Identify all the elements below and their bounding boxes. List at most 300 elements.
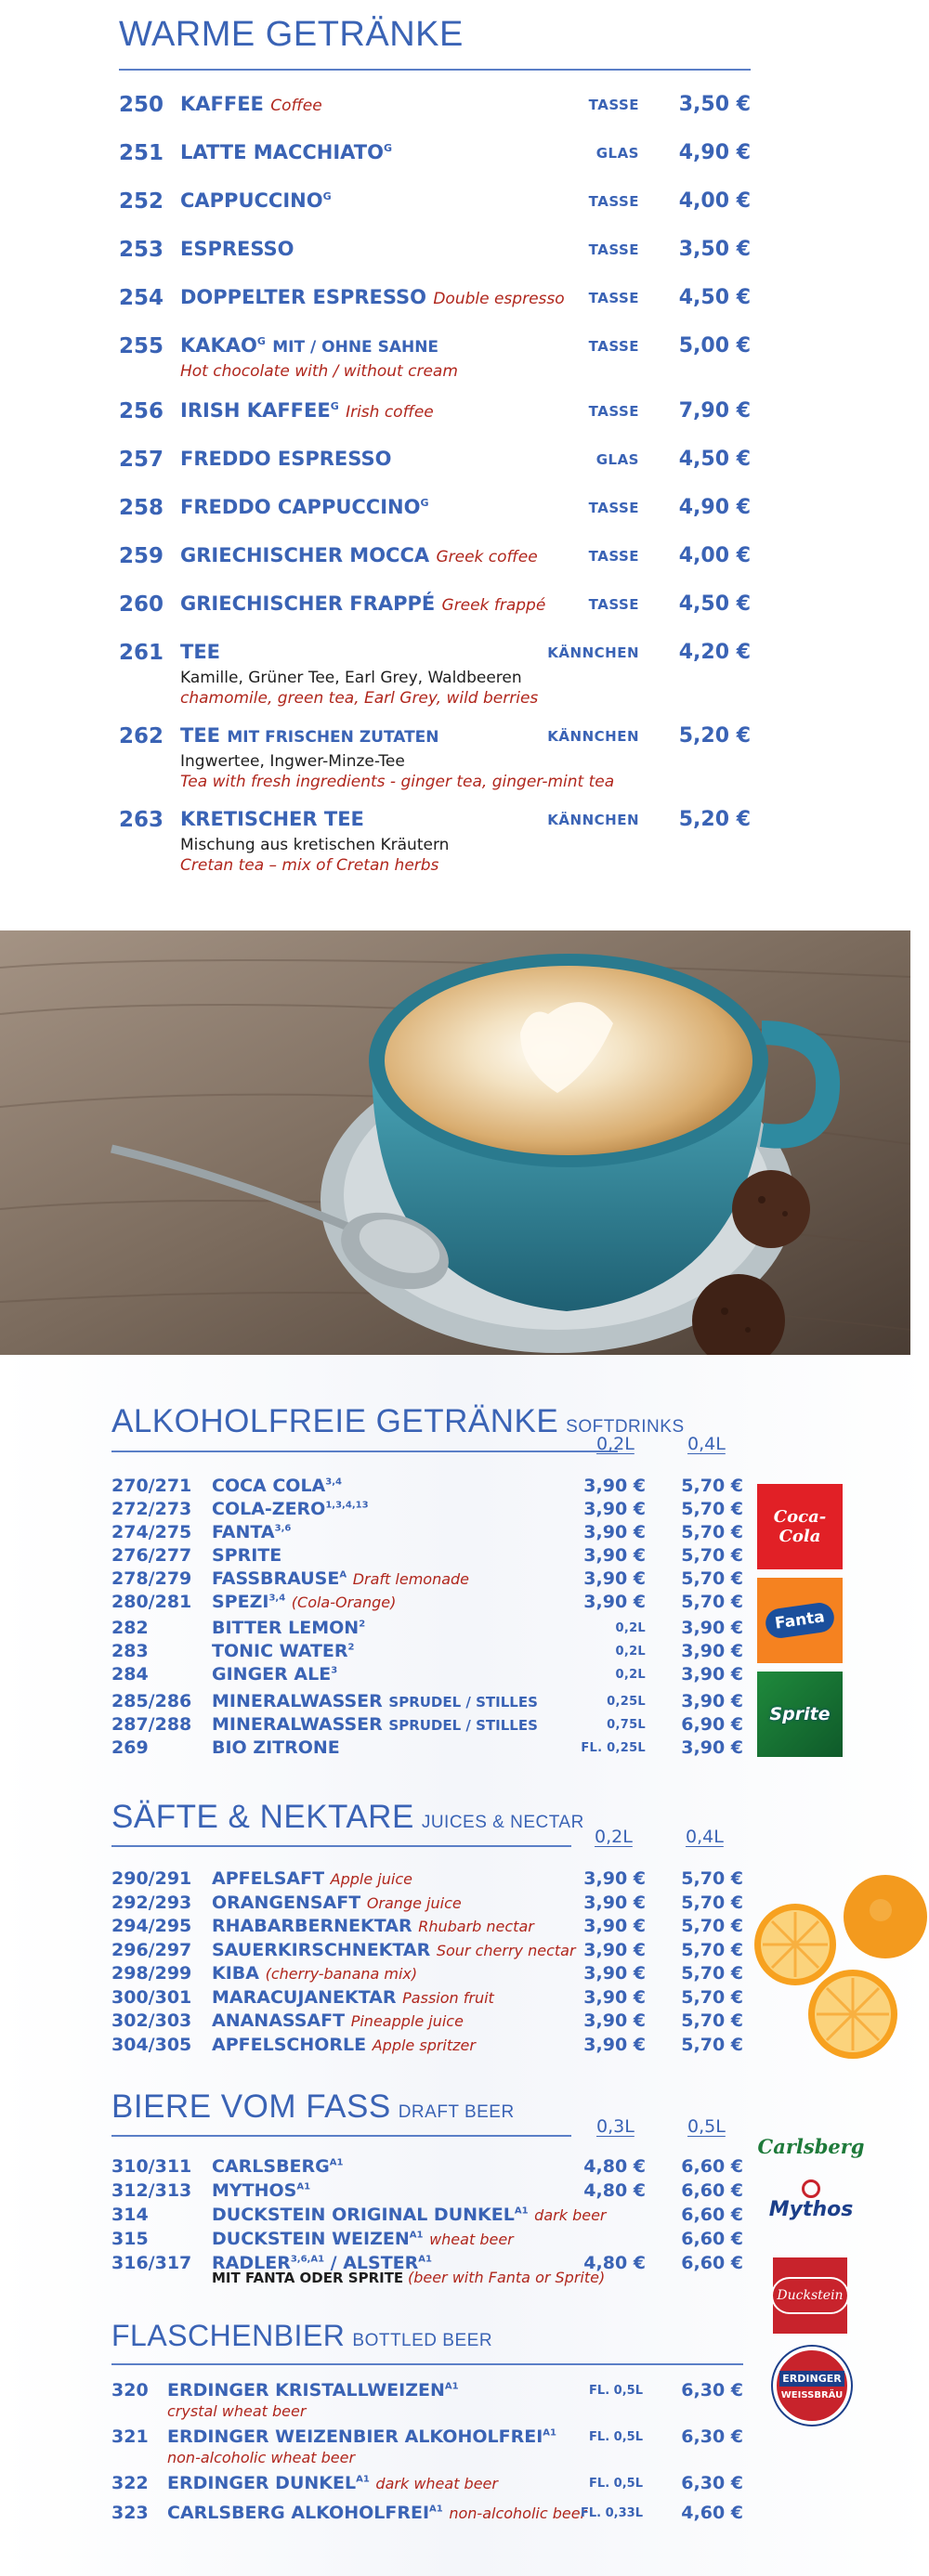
item-number: 250 [119, 93, 164, 117]
item-volume: 0,2L [615, 1621, 646, 1635]
item-name [180, 724, 439, 747]
item-name [212, 1714, 538, 1735]
cookie-shape [732, 1170, 810, 1248]
item-number: 290/291 [111, 1868, 192, 1889]
bottled-beer-title [111, 2319, 492, 2353]
item-number: 256 [119, 399, 164, 423]
item-name [180, 286, 565, 308]
juices-col2: 0,4L [686, 1827, 724, 1847]
item-name-english: Double espresso [433, 290, 565, 308]
allergen-sup: A [339, 1569, 347, 1581]
item-number: 323 [111, 2503, 149, 2523]
item-price-small: 3,90 € [583, 1545, 646, 1566]
item-number: 255 [119, 334, 164, 358]
menu-item [111, 1940, 743, 1964]
item-price-large: 3,90 € [681, 1641, 743, 1661]
item-unit: TASSE [588, 97, 639, 113]
item-name-text: CARLSBERG [212, 2156, 330, 2177]
item-name-english: non-alcoholic beer [449, 2504, 587, 2522]
item-name-text: RADLER [212, 2253, 291, 2273]
item-name-text: COLA-ZERO [212, 1499, 326, 1519]
item-unit: KÄNNCHEN [547, 728, 639, 745]
item-price: 4,50 € [678, 286, 751, 309]
item-name-english: Greek frappé [441, 596, 546, 615]
item-price-large: 3,90 € [681, 1737, 743, 1758]
item-price-small: 3,90 € [583, 1568, 646, 1589]
item-number: 251 [119, 141, 164, 165]
item-name-text: KAFFEE [180, 93, 264, 115]
radler-note-de: MIT FANTA ODER SPRITE [212, 2270, 404, 2286]
item-name-text: BIO ZITRONE [212, 1737, 340, 1758]
bottled-beer-rule [111, 2363, 743, 2365]
item-price-large: 5,70 € [681, 1545, 743, 1566]
item-name-text-2: / ALSTER [324, 2253, 419, 2273]
item-price-small: 4,80 € [583, 2156, 646, 2177]
item-name-text: ERDINGER WEIZENBIER ALKOHOLFREI [167, 2426, 543, 2447]
allergen-sup: A1 [429, 2504, 443, 2515]
juices-col1: 0,2L [595, 1827, 633, 1847]
item-price: 4,90 € [678, 141, 751, 164]
item-name [212, 2035, 476, 2055]
sprite-logo-text: Sprite [769, 1704, 831, 1724]
allergen-sup: 2 [359, 1619, 366, 1630]
item-name-english: Apple juice [330, 1870, 412, 1888]
draft-beer-subtitle: DRAFT BEER [398, 2102, 515, 2122]
item-name [167, 2426, 556, 2447]
allergen-sup: 3,6,A1 [290, 2254, 325, 2265]
menu-item [111, 1893, 743, 1917]
item-name [212, 1592, 396, 1612]
item-name-english: (Cola-Orange) [291, 1594, 397, 1611]
item-price: 4,00 € [678, 189, 751, 213]
item-name [180, 93, 322, 115]
item-description-de: Ingwertee, Ingwer-Minze-Tee [180, 752, 405, 771]
item-name-text: ORANGENSAFT [212, 1892, 361, 1913]
item-name-english: dark beer [534, 2206, 607, 2224]
item-name [212, 1664, 337, 1685]
item-unit: KÄNNCHEN [547, 644, 639, 661]
item-price-large: 6,60 € [681, 2229, 743, 2249]
item-name-text: SPRITE [212, 1545, 282, 1566]
allergen-sup: G [256, 335, 266, 347]
item-name [212, 1618, 365, 1638]
item-name-text: GRIECHISCHER MOCCA [180, 544, 430, 566]
cappuccino-illustration [0, 930, 910, 1355]
item-name-text: TEE [180, 641, 221, 663]
menu-item [111, 1522, 743, 1546]
item-name-text: SAUERKIRSCHNEKTAR [212, 1939, 431, 1960]
item-number: 258 [119, 496, 164, 520]
item-name-detail: SPRUDEL / STILLES [388, 1694, 538, 1711]
allergen-sup: A1 [514, 2205, 529, 2217]
menu-item [111, 1641, 743, 1665]
item-unit: TASSE [588, 193, 639, 210]
item-name [212, 1641, 355, 1661]
item-description-de: Mischung aus kretischen Kräutern [180, 836, 450, 854]
item-unit: TASSE [588, 290, 639, 306]
orange-illustration [751, 1875, 927, 2061]
item-price-large: 5,70 € [681, 1963, 743, 1984]
item-unit: FL. 0,5L [589, 2384, 643, 2398]
item-number: 253 [119, 238, 164, 262]
item-name [212, 1940, 576, 1960]
item-volume: 0,25L [607, 1695, 646, 1709]
duckstein-logo-text: Duckstein [771, 2277, 848, 2314]
item-name-english: dark wheat beer [375, 2475, 498, 2492]
item-price-small: 3,90 € [583, 1868, 646, 1889]
item-unit: KÄNNCHEN [547, 812, 639, 828]
menu-item [111, 1737, 743, 1762]
item-number: 285/286 [111, 1691, 192, 1711]
item-number: 276/277 [111, 1545, 192, 1566]
erdinger-logo [773, 2347, 851, 2425]
item-volume: 0,2L [615, 1645, 646, 1659]
item-name-text: COCA COLA [212, 1476, 326, 1496]
item-price: 4,90 € [678, 496, 751, 519]
item-price-large: 5,70 € [681, 1476, 743, 1496]
softdrinks-col1: 0,2L [596, 1434, 635, 1454]
item-number: 269 [111, 1737, 149, 1758]
softdrinks-title-text: ALKOHOLFREIE GETRÄNKE [111, 1403, 559, 1439]
item-price: 4,50 € [678, 448, 751, 471]
item-price: 3,50 € [678, 93, 751, 116]
item-name [212, 2010, 464, 2031]
item-name [167, 2473, 498, 2493]
item-name [212, 2205, 606, 2225]
fanta-logo-text: Fanta [764, 1601, 836, 1640]
item-unit: FL. 0,5L [589, 2477, 643, 2491]
item-name-text: RHABARBERNEKTAR [212, 1916, 412, 1936]
item-price-large: 5,70 € [681, 2034, 743, 2055]
item-name-english: Orange juice [366, 1893, 462, 1912]
erdinger-logo-bottom: WEISSBRÄU [780, 2390, 844, 2400]
draft-beer-title-text: BIERE VOM FASS [111, 2088, 391, 2125]
mythos-emblem-icon [802, 2179, 820, 2198]
item-number: 298/299 [111, 1963, 192, 1984]
item-name-english: Draft lemonade [352, 1570, 470, 1588]
menu-item [111, 1987, 743, 2011]
item-name-detail: MIT FRISCHEN ZUTATEN [227, 728, 439, 747]
item-name [180, 641, 220, 663]
item-name-text: BITTER LEMON [212, 1618, 360, 1638]
item-description-en: non-alcoholic wheat beer [167, 2449, 356, 2466]
item-name [212, 2180, 310, 2201]
item-name [180, 334, 438, 357]
bottled-beer-title-text: FLASCHENBIER [111, 2319, 346, 2352]
item-name-text: FASSBRAUSE [212, 1568, 340, 1589]
menu-item [111, 1568, 743, 1593]
menu-item [111, 2010, 743, 2035]
warm-drinks-rule [119, 69, 751, 71]
item-name-text: FREDDO ESPRESSO [180, 448, 392, 470]
item-price: 5,00 € [678, 334, 751, 358]
menu-item [111, 1714, 743, 1738]
item-name-text: ERDINGER KRISTALLWEIZEN [167, 2380, 445, 2400]
item-price: 6,30 € [681, 2380, 743, 2400]
item-price-large: 6,60 € [681, 2253, 743, 2273]
bottled-beer-subtitle: BOTTLED BEER [352, 2331, 493, 2350]
menu-item [111, 2229, 743, 2253]
item-name-text: CARLSBERG ALKOHOLFREI [167, 2503, 430, 2523]
item-price-small: 3,90 € [583, 1916, 646, 1936]
item-volume: 0,2L [615, 1668, 646, 1682]
item-number: 304/305 [111, 2034, 192, 2055]
item-price-small: 3,90 € [583, 1476, 646, 1496]
menu-item [111, 1691, 743, 1715]
item-name-text: TEE [180, 724, 221, 747]
menu-item [111, 1963, 743, 1987]
item-name-text: APFELSAFT [212, 1868, 325, 1889]
item-price-small: 3,90 € [583, 1499, 646, 1519]
item-unit: GLAS [595, 145, 639, 162]
item-name [180, 189, 332, 212]
allergen-sup: A1 [356, 2474, 370, 2485]
item-number: 314 [111, 2205, 149, 2225]
item-name-text: SPEZI [212, 1592, 269, 1612]
item-price: 4,20 € [678, 641, 751, 664]
item-name-english: wheat beer [429, 2231, 514, 2248]
menu-item [111, 1545, 743, 1569]
item-name-text: GINGER ALE [212, 1664, 332, 1685]
menu-item [111, 1476, 743, 1500]
item-number: 274/275 [111, 1522, 192, 1542]
item-price: 4,60 € [681, 2503, 743, 2523]
item-number: 272/273 [111, 1499, 192, 1519]
juices-rule [111, 1845, 571, 1847]
item-number: 316/317 [111, 2253, 192, 2273]
item-name-text: ERDINGER DUNKEL [167, 2473, 357, 2493]
item-volume: FL. 0,25L [581, 1741, 646, 1755]
item-price-small: 3,90 € [583, 2010, 646, 2031]
item-name-english: Passion fruit [402, 1988, 494, 2007]
warm-drinks-section [0, 0, 929, 929]
item-number: 259 [119, 544, 164, 568]
item-name-english: Sour cherry nectar [436, 1941, 576, 1959]
item-name-english: (cherry-banana mix) [265, 1965, 418, 1983]
item-number: 321 [111, 2426, 149, 2447]
item-name-text: KRETISCHER TEE [180, 808, 364, 830]
item-unit: GLAS [595, 451, 639, 468]
item-name [212, 1737, 340, 1758]
item-name-text: LATTE MACCHIATO [180, 141, 384, 163]
item-number: 257 [119, 448, 164, 472]
item-description-en: Cretan tea – mix of Cretan herbs [180, 856, 439, 875]
item-price-large: 6,60 € [681, 2180, 743, 2201]
item-price: 7,90 € [678, 399, 751, 423]
item-unit: FL. 0,33L [581, 2506, 643, 2520]
item-price-small: 3,90 € [583, 1963, 646, 1984]
item-price-large: 3,90 € [681, 1664, 743, 1685]
item-name-text: IRISH KAFFEE [180, 399, 331, 422]
item-unit: TASSE [588, 500, 639, 516]
item-price-large: 5,70 € [681, 1522, 743, 1542]
item-description-en: Tea with fresh ingredients - ginger tea, ginger-mint tea [180, 773, 615, 791]
item-number: 282 [111, 1618, 149, 1638]
item-name [212, 1499, 369, 1519]
mythos-logo [767, 2172, 855, 2228]
item-name [212, 1963, 417, 1984]
item-name-english: Apple spritzer [372, 2036, 476, 2054]
fanta-logo [757, 1578, 843, 1663]
item-number: 312/313 [111, 2180, 192, 2201]
item-description-de: Kamille, Grüner Tee, Earl Grey, Waldbeeren [180, 669, 522, 687]
item-name-text: DOPPELTER ESPRESSO [180, 286, 427, 308]
juices-title [111, 1799, 584, 1836]
softdrinks-subtitle: SOFTDRINKS [566, 1417, 685, 1437]
carlsberg-logo [757, 2127, 865, 2165]
item-price-large: 3,90 € [681, 1618, 743, 1638]
menu-item [111, 1664, 743, 1688]
item-number: 300/301 [111, 1986, 192, 2008]
item-name-text: DUCKSTEIN ORIGINAL DUNKEL [212, 2205, 515, 2225]
item-price-large: 5,70 € [681, 1592, 743, 1612]
item-name [180, 496, 428, 518]
item-description-en: crystal wheat beer [167, 2402, 307, 2420]
item-price-small: 4,80 € [583, 2180, 646, 2201]
item-number: 260 [119, 592, 164, 617]
item-price-large: 5,70 € [681, 1568, 743, 1589]
item-number: 252 [119, 189, 164, 214]
menu-item [111, 2205, 743, 2229]
allergen-sup-2: A1 [418, 2254, 432, 2265]
item-name-text: DUCKSTEIN WEIZEN [212, 2229, 410, 2249]
item-price-large: 5,70 € [681, 1892, 743, 1913]
item-unit: TASSE [588, 548, 639, 565]
item-price-large: 5,70 € [681, 1499, 743, 1519]
juices-subtitle: JUICES & NECTAR [421, 1813, 584, 1832]
erdinger-logo-top: ERDINGER [779, 2371, 844, 2387]
item-name-text: APFELSCHORLE [212, 2034, 367, 2055]
item-name-english: Rhubarb nectar [418, 1918, 534, 1935]
item-unit: TASSE [588, 403, 639, 420]
item-number: 296/297 [111, 1939, 192, 1960]
item-name [212, 1691, 538, 1711]
allergen-sup: 3,4 [268, 1593, 286, 1604]
item-description-en: chamomile, green tea, Earl Grey, wild berries [180, 689, 539, 708]
softdrinks-col2: 0,4L [687, 1434, 726, 1454]
menu-item [111, 2035, 743, 2059]
cold-drinks-area [0, 1355, 929, 2576]
item-price-small: 3,90 € [583, 1592, 646, 1612]
item-name-text: ESPRESSO [180, 238, 294, 260]
item-number: 284 [111, 1664, 149, 1685]
item-unit: TASSE [588, 338, 639, 355]
allergen-sup: A1 [329, 2157, 344, 2168]
item-price: 3,50 € [678, 238, 751, 261]
item-number: 280/281 [111, 1592, 192, 1612]
allergen-sup: G [322, 190, 332, 202]
item-name [212, 1868, 412, 1889]
mythos-logo-text: Mythos [768, 2197, 854, 2221]
allergen-sup: 2 [347, 1642, 355, 1653]
softdrinks-rule [111, 1451, 618, 1452]
allergen-sup: 3,6 [274, 1523, 292, 1534]
carlsberg-logo-text: Carlsberg [757, 2134, 865, 2158]
draft-col2: 0,5L [687, 2116, 726, 2137]
item-number: 283 [111, 1641, 149, 1661]
item-unit: TASSE [588, 241, 639, 258]
item-unit: TASSE [588, 596, 639, 613]
item-name [212, 1893, 462, 1913]
item-price: 6,30 € [681, 2473, 743, 2493]
juices-title-text: SÄFTE & NEKTARE [111, 1799, 414, 1835]
item-number: 287/288 [111, 1714, 192, 1735]
item-name-text: KAKAO [180, 334, 257, 357]
allergen-sup: 3 [331, 1665, 338, 1676]
item-name [212, 1916, 534, 1936]
allergen-sup: A1 [409, 2230, 424, 2241]
item-name [212, 1568, 469, 1589]
item-name-english: Irish coffee [346, 403, 434, 422]
menu-item [111, 1592, 743, 1616]
menu-item [111, 1868, 743, 1893]
allergen-sup: A1 [296, 2181, 311, 2192]
item-name-detail: SPRUDEL / STILLES [388, 1717, 538, 1734]
item-name [180, 592, 545, 615]
item-price-large: 3,90 € [681, 1691, 743, 1711]
item-name [180, 141, 392, 163]
item-name-text: CAPPUCCINO [180, 189, 323, 212]
sprite-logo [757, 1672, 843, 1757]
item-name [212, 2229, 514, 2249]
item-number: 320 [111, 2380, 149, 2400]
allergen-sup: G [330, 400, 339, 412]
allergen-sup: A1 [444, 2381, 459, 2392]
item-number: 292/293 [111, 1892, 192, 1913]
item-name [180, 238, 294, 260]
allergen-sup: 1,3,4,13 [325, 1500, 369, 1511]
item-number: 294/295 [111, 1916, 192, 1936]
item-name-english: Greek coffee [436, 548, 538, 566]
item-price-large: 5,70 € [681, 1868, 743, 1889]
item-name-english: Pineapple juice [350, 2012, 464, 2030]
menu-item [111, 1499, 743, 1523]
item-name [180, 399, 434, 422]
item-name [212, 2156, 343, 2177]
item-price-large: 6,60 € [681, 2205, 743, 2225]
item-name-text: MYTHOS [212, 2180, 297, 2201]
item-number: 263 [119, 808, 164, 832]
draft-col1: 0,3L [596, 2116, 635, 2137]
item-unit: FL. 0,5L [589, 2430, 643, 2444]
menu-item [111, 2156, 743, 2180]
item-name [180, 448, 391, 470]
item-name-text: MINERALWASSER [212, 1691, 383, 1711]
item-description-en: Hot chocolate with / without cream [180, 362, 458, 381]
item-price-large: 5,70 € [681, 1939, 743, 1960]
item-number: 262 [119, 724, 164, 748]
item-name-text: MARACUJANEKTAR [212, 1986, 397, 2008]
item-volume: 0,75L [607, 1718, 646, 1732]
item-price-large: 5,70 € [681, 1986, 743, 2008]
item-name [180, 544, 538, 566]
item-name-english: Coffee [270, 97, 322, 115]
item-price: 6,30 € [681, 2426, 743, 2447]
item-number: 322 [111, 2473, 149, 2493]
warm-drinks-title: WARME GETRÄNKE [119, 15, 464, 54]
item-number: 261 [119, 641, 164, 665]
coca-cola-logo [757, 1484, 843, 1569]
item-price: 5,20 € [678, 724, 751, 748]
item-price-small: 4,80 € [583, 2253, 646, 2273]
item-name [212, 1476, 342, 1496]
item-price-large: 6,90 € [681, 1714, 743, 1735]
allergen-sup: G [383, 142, 392, 154]
draft-beer-title [111, 2088, 515, 2126]
menu-item [111, 1916, 743, 1940]
item-name-text: MINERALWASSER [212, 1714, 383, 1735]
item-name-text: GRIECHISCHER FRAPPÉ [180, 592, 436, 615]
